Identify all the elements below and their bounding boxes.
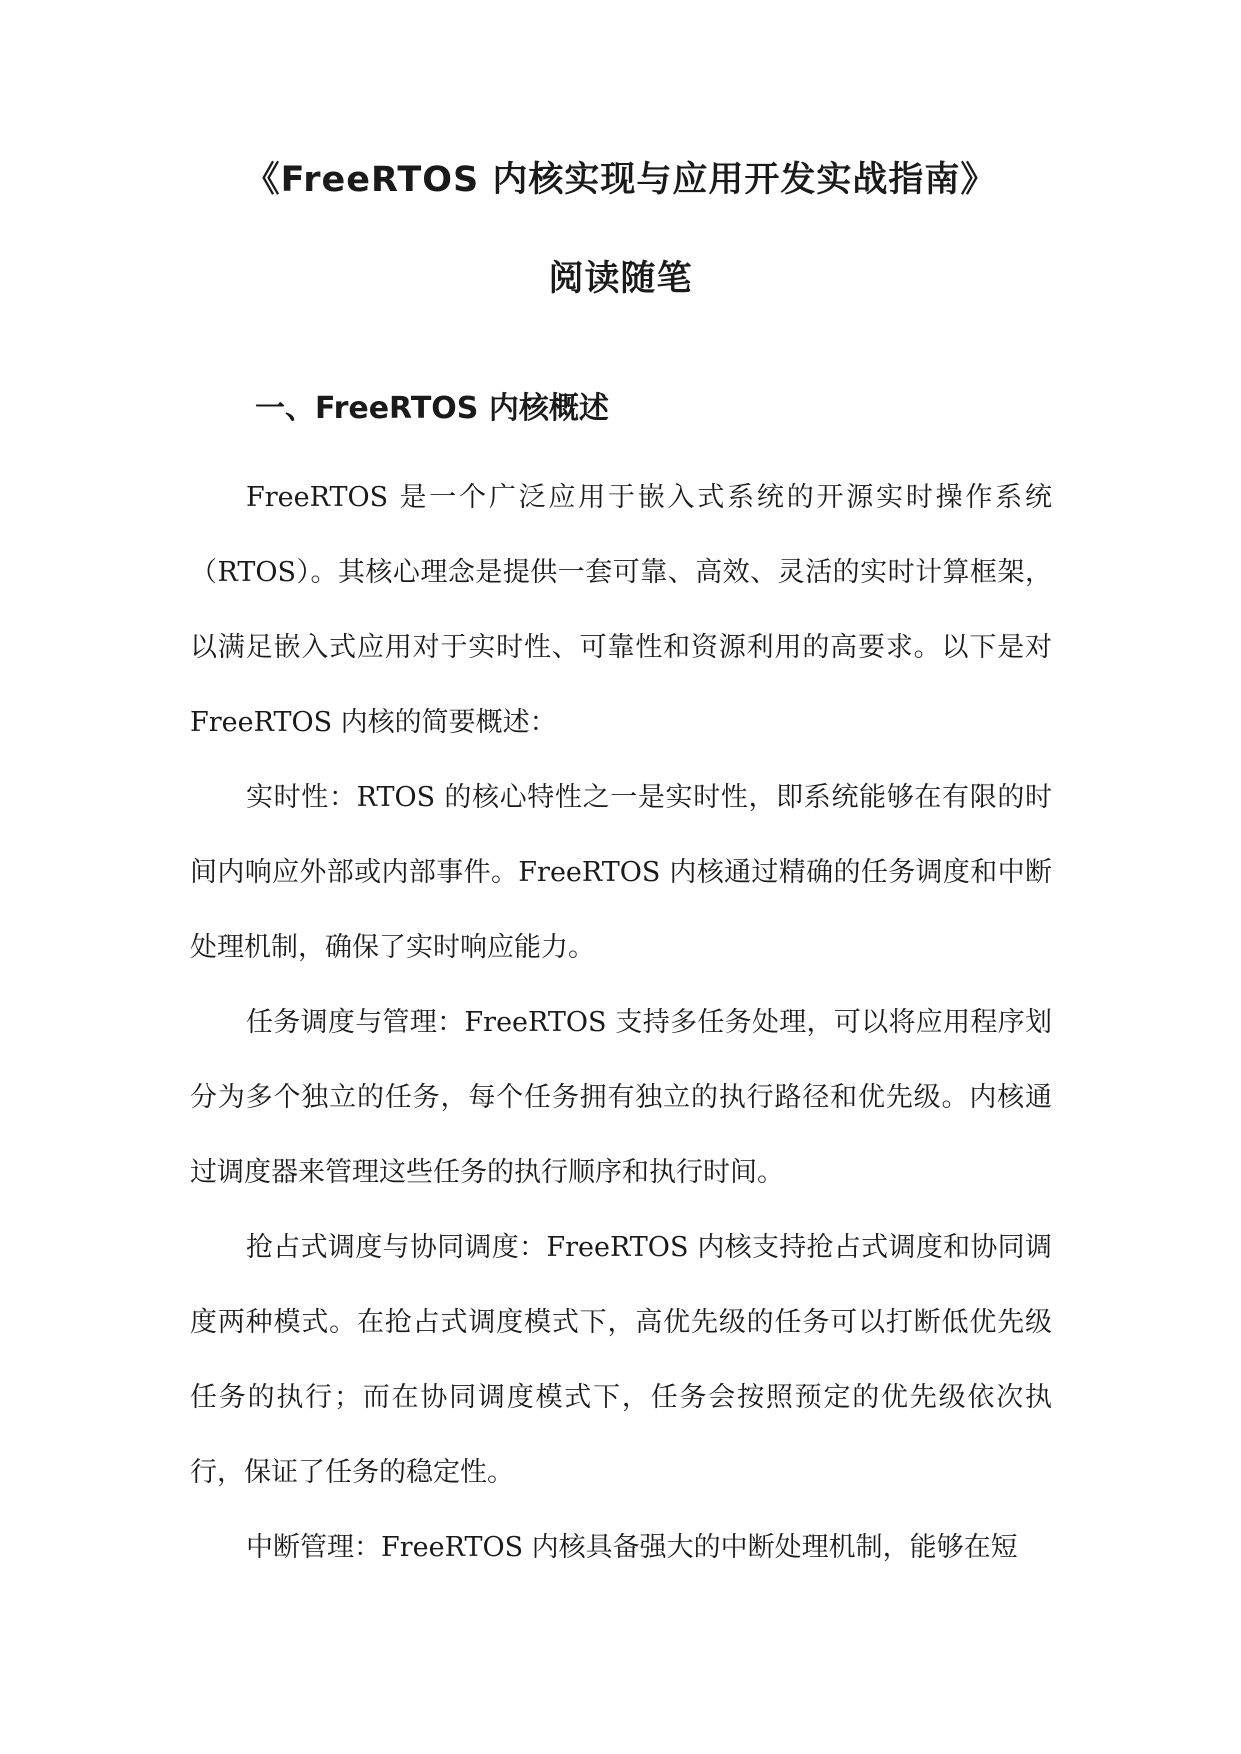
paragraph: 任务调度与管理：FreeRTOS 支持多任务处理，可以将应用程序划分为多个独立的任务，每个任务拥有独立的执行路径和优先级。内核通过调度器来管理这些任务的执行顺序和执行时间。	[190, 1007, 1052, 1188]
paragraph: 抢占式调度与协同调度：FreeRTOS 内核支持抢占式调度和协同调度两种模式。在抢占式调度模式下，高优先级的任务可以打断低优先级任务的执行；而在协同调度模式下，任务会按照预定的优先级依次执行，保证了任务的稳定性。	[190, 1232, 1052, 1488]
section-heading: 一、FreeRTOS 内核概述	[255, 391, 609, 426]
paragraph: 实时性：RTOS 的核心特性之一是实时性，即系统能够在有限的时间内响应外部或内部事件。FreeRTOS 内核通过精确的任务调度和中断处理机制，确保了实时响应能力。	[190, 782, 1052, 963]
paragraph: FreeRTOS 是一个广泛应用于嵌入式系统的开源实时操作系统（RTOS）。其核心理念是提供一套可靠、高效、灵活的实时计算框架，以满足嵌入式应用对于实时性、可靠性和资源利用的高要求。以下是对 FreeRTOS 内核的简要概述：	[190, 482, 1052, 738]
document-title: 《FreeRTOS 内核实现与应用开发实战指南》	[244, 160, 997, 200]
body-text	[190, 460, 1052, 1585]
paragraph: 中断管理：FreeRTOS 内核具备强大的中断处理机制，能够在短	[246, 1532, 1018, 1563]
document-subtitle: 阅读随笔	[548, 259, 693, 299]
